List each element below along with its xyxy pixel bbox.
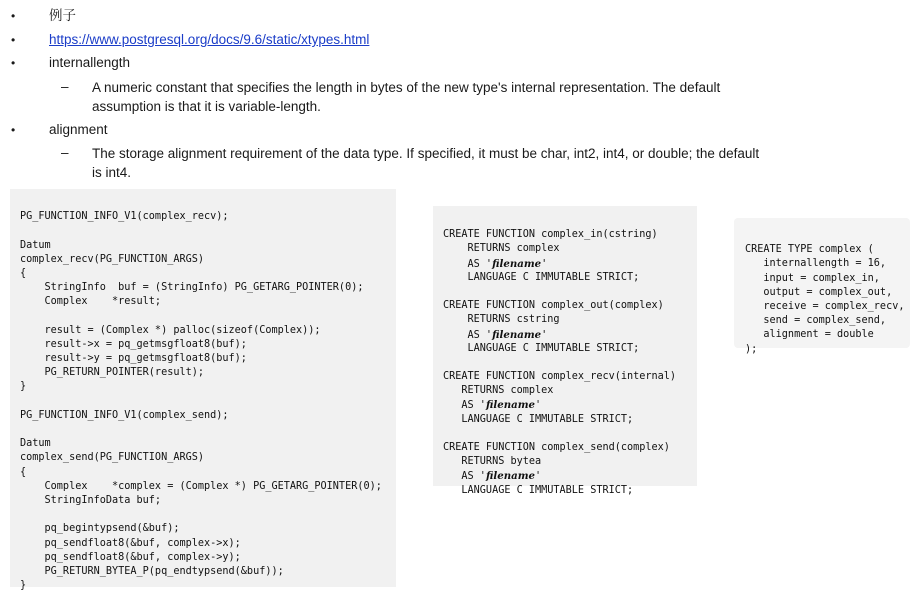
sub-text-line: assumption is that it is variable-length. [92, 99, 321, 114]
code-line [443, 398, 697, 412]
code-line: result->y = pq_getmsgfloat8(buf); [20, 353, 247, 365]
bullet-marker: • [11, 123, 16, 137]
code-line: RETURNS complex [443, 385, 554, 397]
code-line: CREATE FUNCTION complex_recv(internal) [443, 371, 677, 383]
code-prefix: AS ' [443, 400, 486, 412]
dash-marker: – [61, 145, 69, 160]
code-line: RETURNS cstring [443, 314, 560, 326]
code-line: CREATE FUNCTION complex_in(cstring) [443, 229, 658, 241]
code-line: RETURNS bytea [443, 456, 542, 468]
code-line [443, 257, 697, 271]
code-prefix: AS ' [443, 471, 486, 483]
code-filename-placeholder: filename [492, 328, 542, 341]
bullet-text-internallength: internallength [49, 55, 131, 70]
code-prefix: AS ' [443, 329, 493, 341]
code-line: internallength = 16, [745, 258, 887, 270]
code-line: Complex *result; [20, 296, 162, 308]
code-line: } [20, 381, 27, 393]
dash-marker: – [61, 79, 69, 94]
code-line [20, 395, 396, 409]
code-line [20, 310, 396, 324]
code-line: PG_FUNCTION_INFO_V1(complex_send); [20, 409, 229, 421]
code-line: ); [745, 343, 758, 355]
code-line: LANGUAGE C IMMUTABLE STRICT; [443, 484, 634, 496]
code-line: CREATE TYPE complex ( [745, 244, 874, 256]
code-filename-placeholder: filename [485, 399, 535, 412]
code-line: RETURNS complex [443, 243, 560, 255]
code-suffix: ' [541, 329, 548, 341]
code-line: { [20, 466, 27, 478]
code-line: output = complex_out, [745, 286, 893, 298]
code-line [443, 285, 697, 299]
code-line: pq_begintypsend(&buf); [20, 523, 180, 535]
code-line [20, 508, 396, 522]
code-prefix: AS ' [443, 258, 493, 270]
code-suffix: ' [534, 400, 542, 412]
sub-text-line: The storage alignment requirement of the data type. If specified, it must be char, int2, int4, or double; the default [92, 146, 760, 161]
bullet-marker: • [11, 33, 16, 47]
code-line [443, 328, 697, 342]
code-block-c-functions [10, 189, 396, 592]
code-line: PG_RETURN_POINTER(result); [20, 367, 205, 379]
code-line: complex_send(PG_FUNCTION_ARGS) [20, 452, 205, 464]
code-line: Datum [20, 438, 51, 450]
code-line: result->x = pq_getmsgfloat8(buf); [20, 338, 247, 350]
sub-text-line: A numeric constant that specifies the length in bytes of the new type's internal representation. The default [92, 80, 721, 95]
bullet-marker: • [11, 56, 16, 70]
code-line: { [20, 267, 27, 279]
code-line [20, 224, 396, 238]
code-line: input = complex_in, [745, 272, 880, 284]
code-line: StringInfo buf = (StringInfo) PG_GETARG_POINTER(0); [20, 282, 364, 294]
code-line [443, 469, 697, 483]
code-line: CREATE FUNCTION complex_out(complex) [443, 300, 664, 312]
code-line [20, 423, 396, 437]
code-line: receive = complex_recv, [745, 300, 905, 312]
bullet-text-alignment: alignment [49, 122, 108, 137]
code-line: PG_FUNCTION_INFO_V1(complex_recv); [20, 211, 229, 223]
code-line: alignment = double [745, 329, 874, 341]
code-line [443, 427, 697, 441]
code-suffix: ' [534, 471, 542, 483]
code-filename-placeholder: filename [492, 257, 542, 270]
bullet-text-example: 例子 [49, 8, 76, 23]
code-line [443, 356, 697, 370]
code-line: Datum [20, 239, 51, 251]
code-suffix: ' [541, 258, 548, 270]
code-line: complex_recv(PG_FUNCTION_ARGS) [20, 253, 205, 265]
code-line: LANGUAGE C IMMUTABLE STRICT; [443, 271, 640, 283]
code-line: LANGUAGE C IMMUTABLE STRICT; [443, 342, 640, 354]
code-line: CREATE FUNCTION complex_send(complex) [443, 442, 670, 454]
code-line: } [20, 580, 27, 592]
bullet-marker: • [11, 9, 16, 23]
code-line: PG_RETURN_BYTEA_P(pq_endtypsend(&buf)); [20, 565, 284, 577]
code-block-create-type [734, 218, 910, 355]
postgresql-docs-link[interactable]: https://www.postgresql.org/docs/9.6/static/xtypes.html [49, 32, 370, 47]
code-line: LANGUAGE C IMMUTABLE STRICT; [443, 413, 634, 425]
code-filename-placeholder: filename [485, 470, 535, 483]
code-block-create-functions [433, 206, 697, 496]
sub-text-line: is int4. [92, 165, 132, 180]
code-line: pq_sendfloat8(&buf, complex->x); [20, 537, 241, 549]
code-line: result = (Complex *) palloc(sizeof(Complex)); [20, 324, 321, 336]
code-line: Complex *complex = (Complex *) PG_GETARG_POINTER(0); [20, 480, 382, 492]
code-line: send = complex_send, [745, 315, 887, 327]
code-line: pq_sendfloat8(&buf, complex->y); [20, 551, 241, 563]
code-line: StringInfoData buf; [20, 494, 162, 506]
